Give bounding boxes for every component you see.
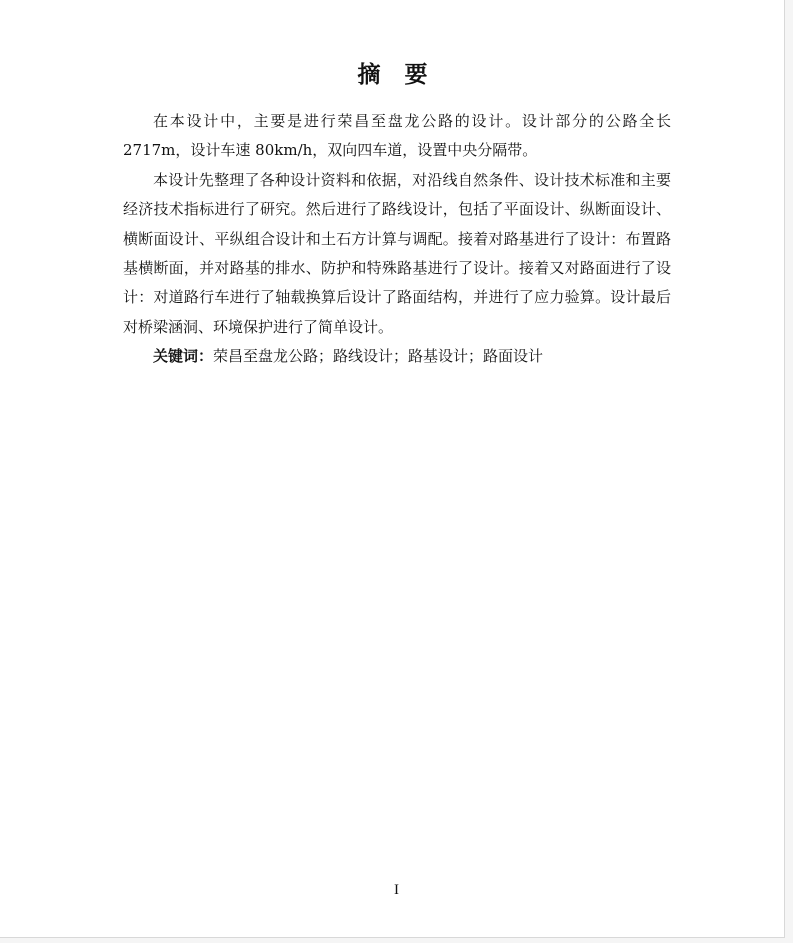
abstract-body <box>123 107 671 372</box>
keywords-line <box>123 342 671 371</box>
abstract-paragraph-1: 在本设计中，主要是进行荣昌至盘龙公路的设计。设计部分的公路全长2717m，设计车速 80km/h，双向四车道，设置中央分隔带。 <box>123 112 671 160</box>
keywords-value: 荣昌至盘龙公路；路线设计；路基设计；路面设计 <box>213 347 544 366</box>
abstract-paragraph-2: 本设计先整理了各种设计资料和依据，对沿线自然条件、设计技术标准和主要经济技术指标进行了研究。然后进行了路线设计，包括了平面设计、纵断面设计、横断面设计、平纵组合设计和土石方计算与调配。接着对路基进行了设计：布置路基横断面，并对路基的排水、防护和特殊路基进行了设计。接着又对路面进行了设计：对道路行车进行了轴载换算后设计了路面结构，并进行了应力验算。设计最后对桥梁涵洞、环境保护进行了简单设计。 <box>123 170 671 336</box>
page-number: I <box>394 882 399 898</box>
page-title: 摘 要 <box>357 62 436 88</box>
keywords-label: 关键词： <box>153 347 214 366</box>
